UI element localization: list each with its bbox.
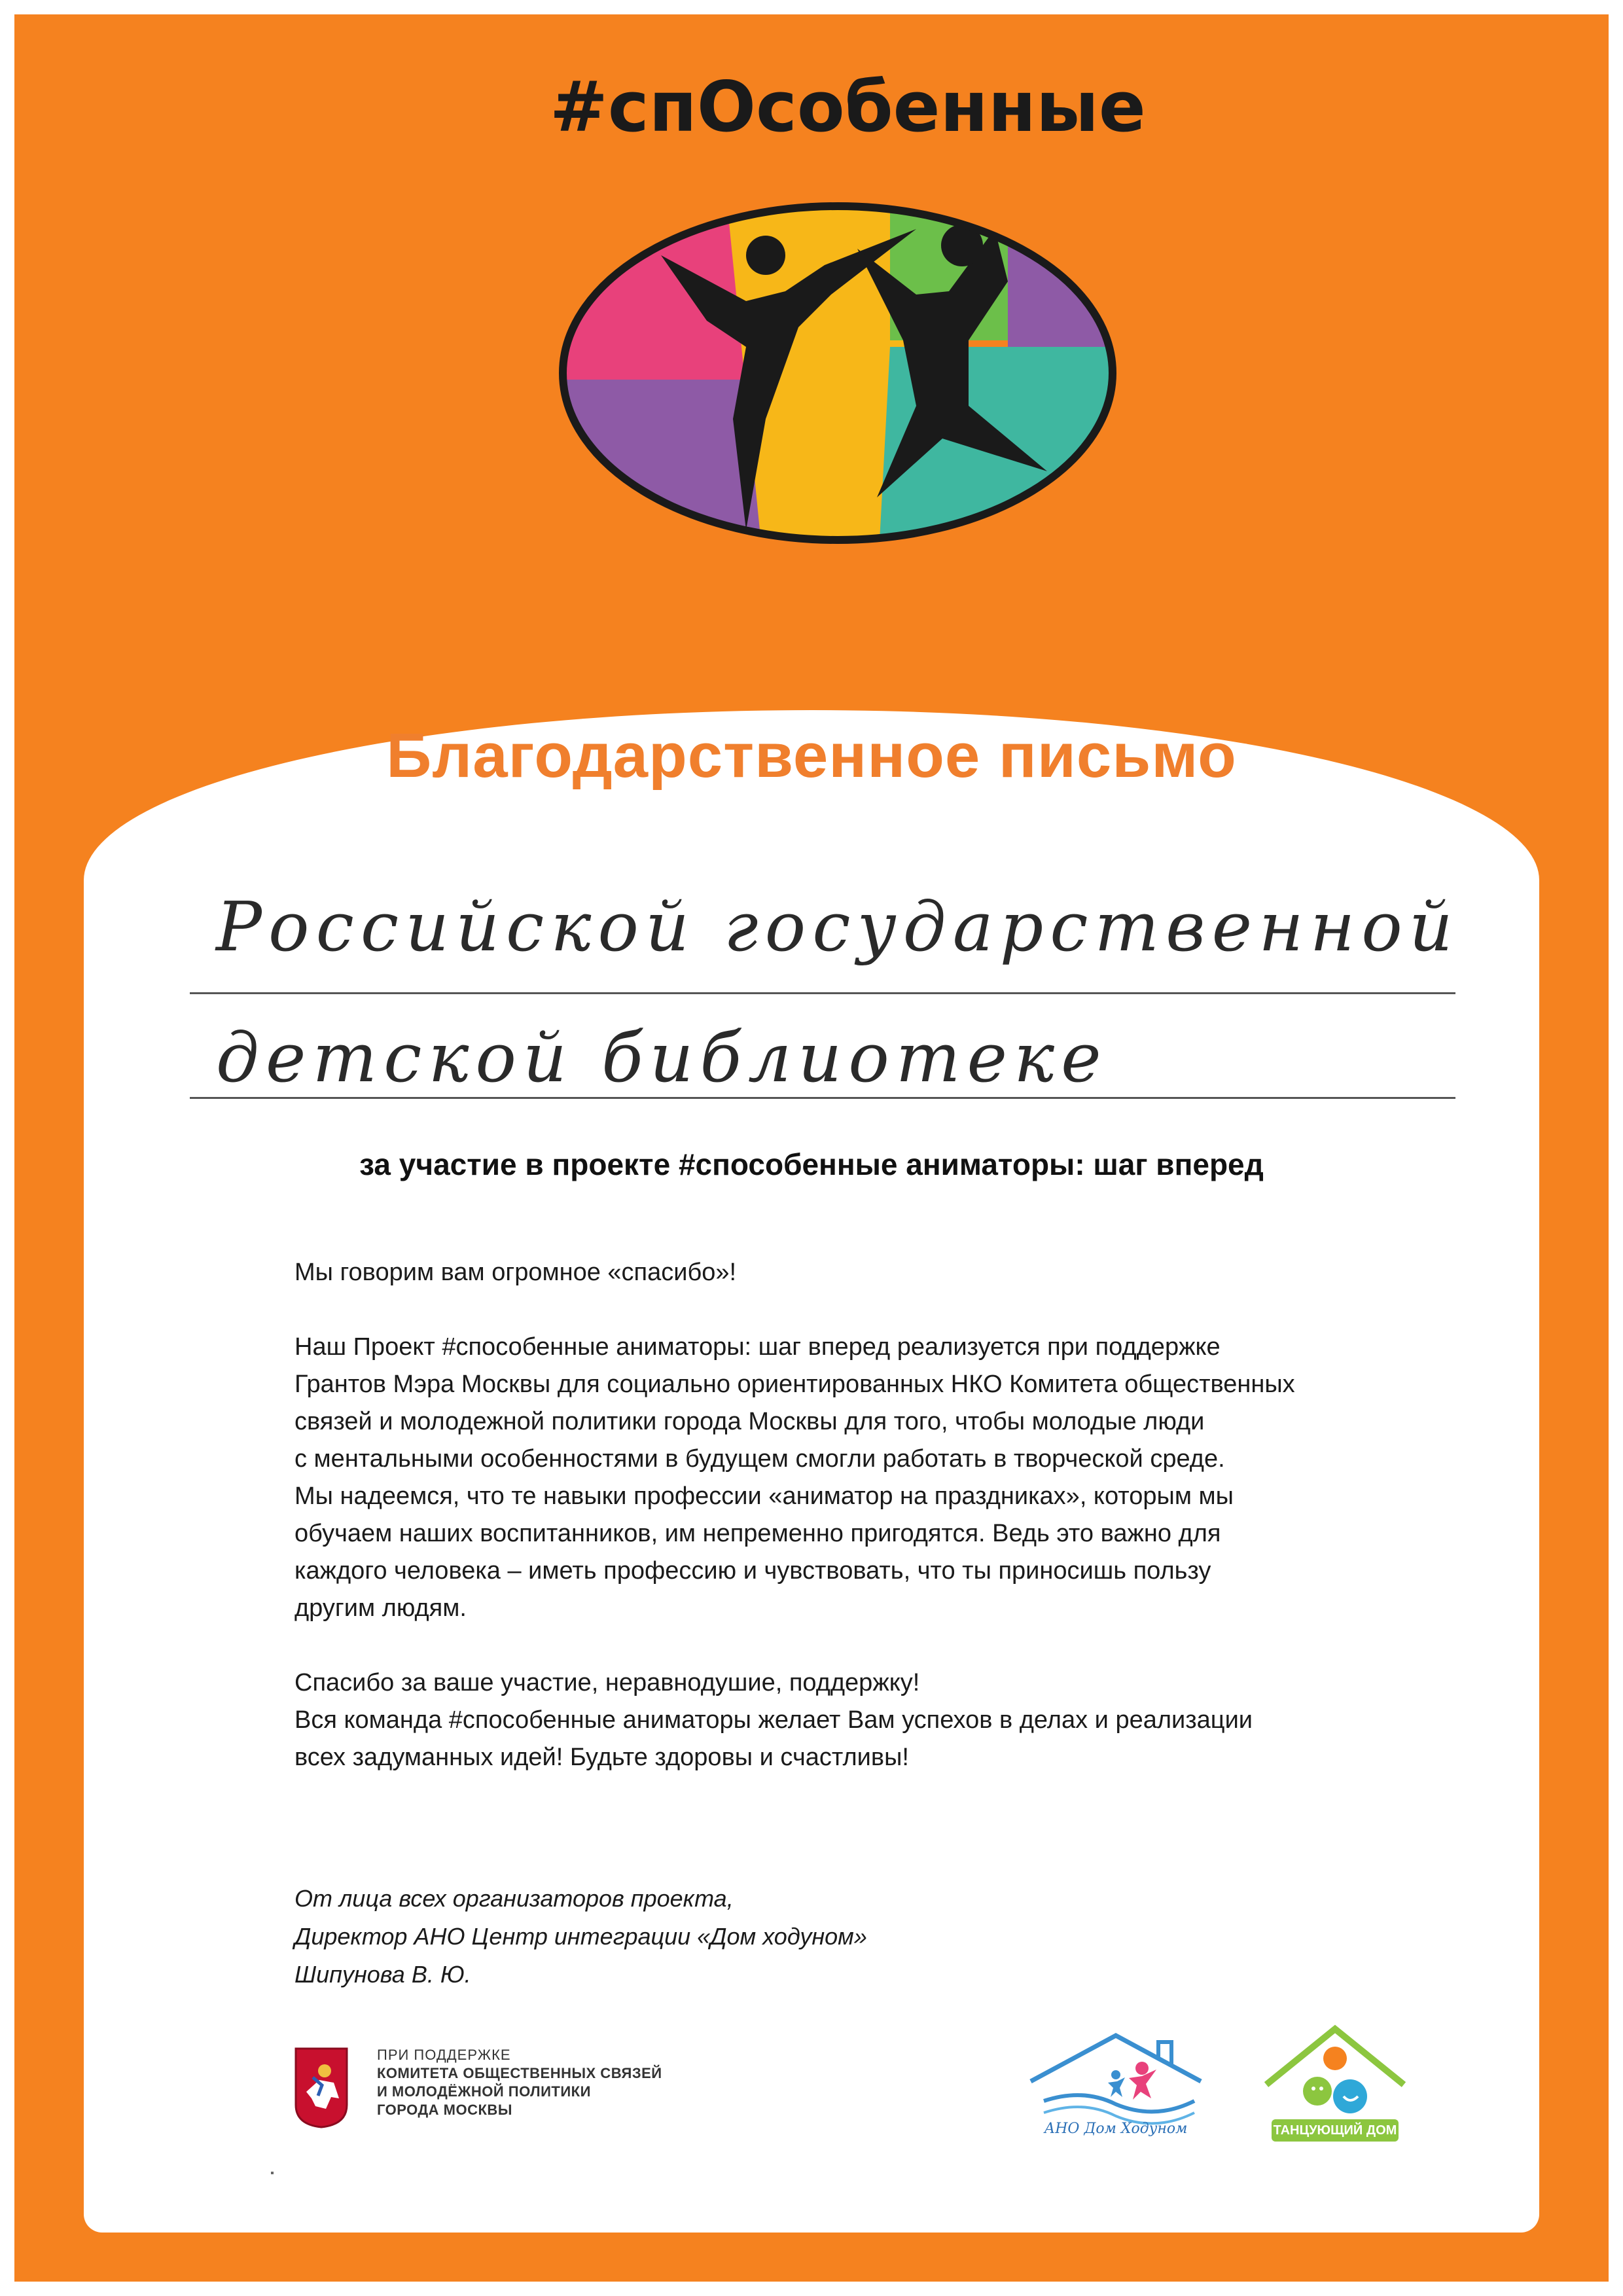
- signature-block: [294, 1880, 1342, 1994]
- body-p1-line: каждого человека – иметь профессию и чувствовать, что ты приносишь пользу: [294, 1557, 1211, 1585]
- recipient-line-1: Российской государственной: [216, 887, 1459, 967]
- letter-body: [294, 1254, 1407, 1776]
- hodunom-caption: АНО Дом Ходуном: [1044, 2121, 1188, 2137]
- body-p1-line: Наш Проект #способенные аниматоры: шаг вперед реализуется при поддержке: [294, 1333, 1221, 1361]
- letter-title: Благодарственное письмо: [386, 721, 1237, 791]
- body-p2-line: Вся команда #способенные аниматоры желает Вам успехов в делах и реализации: [294, 1706, 1253, 1734]
- recipient-underline-2: [190, 1097, 1455, 1099]
- body-p1-line: обучаем наших воспитанников, им непременно пригодятся. Ведь это важно для: [294, 1520, 1221, 1547]
- support-line-3: И МОЛОДЁЖНОЙ ПОЛИТИКИ: [377, 2083, 591, 2100]
- signature-line: Директор АНО Центр интеграции «Дом ходуном»: [294, 1923, 867, 1950]
- recipient-line-2: детской библиотеке: [216, 1018, 1108, 1098]
- body-p2-line: Спасибо за ваше участие, неравнодушие, поддержку!: [294, 1669, 920, 1696]
- body-p1-line: Мы надеемся, что те навыки профессии «аниматор на праздниках», которым мы: [294, 1482, 1234, 1510]
- body-p1-line: с ментальными особенностями в будущем смогли работать в творческой среде.: [294, 1445, 1225, 1473]
- award-subtitle: за участие в проекте #способенные аниматоры: шаг вперед: [359, 1147, 1264, 1181]
- support-line-4: ГОРОДА МОСКВЫ: [377, 2102, 512, 2118]
- dance-house-caption: ТАНЦУЮЩИЙ ДОМ: [1272, 2119, 1399, 2142]
- sposobennye-logo: [550, 67, 1146, 550]
- scan-mark: [271, 2172, 274, 2174]
- support-block: [293, 2039, 791, 2131]
- moscow-crest-icon: [293, 2046, 349, 2128]
- logo-figure-left-head: [746, 236, 785, 275]
- support-text: [377, 2046, 796, 2119]
- support-line-1: ПРИ ПОДДЕРЖКЕ: [377, 2047, 511, 2063]
- body-p1-line: другим людям.: [294, 1594, 467, 1622]
- body-p1-line: Грантов Мэра Москвы для социально ориентированных НКО Комитета общественных: [294, 1371, 1295, 1398]
- support-line-2: КОМИТЕТА ОБЩЕСТВЕННЫХ СВЯЗЕЙ: [377, 2065, 662, 2081]
- body-p2-line: всех задуманных идей! Будьте здоровы и счастливы!: [294, 1744, 909, 1771]
- logo-hashtag-text: #спОсобенные: [550, 67, 1146, 147]
- signature-line: От лица всех организаторов проекта,: [294, 1885, 734, 1912]
- signature-line: Шипунова В. Ю.: [294, 1961, 471, 1988]
- body-p1-line: связей и молодежной политики города Москвы для того, чтобы молодые люди: [294, 1408, 1205, 1435]
- greeting: Мы говорим вам огромное «спасибо»!: [294, 1259, 737, 1286]
- recipient-underline-1: [190, 992, 1455, 994]
